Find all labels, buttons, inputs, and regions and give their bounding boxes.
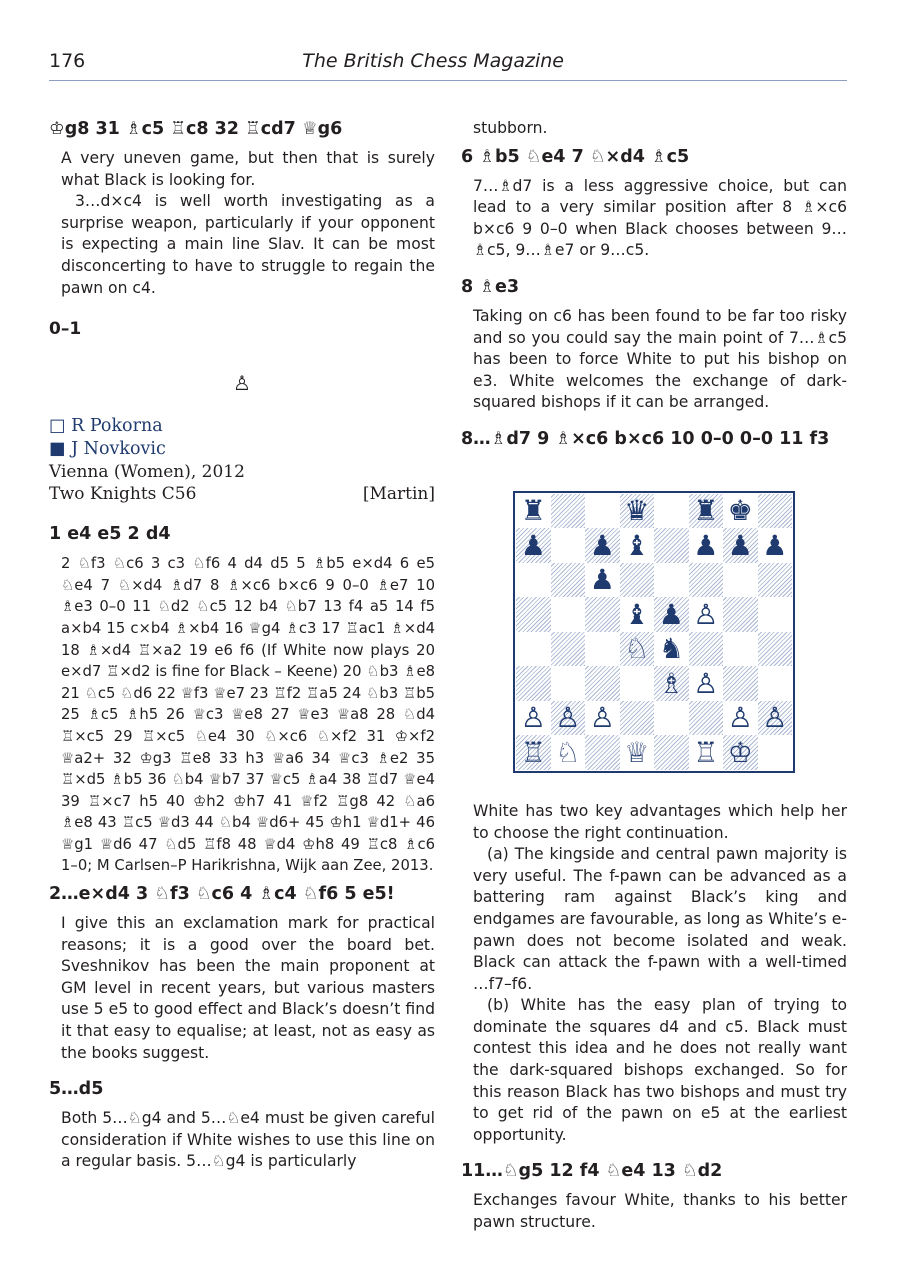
- right-column: [461, 118, 847, 1234]
- square-e2: [654, 701, 689, 736]
- square-e8: [654, 494, 689, 529]
- square-g7: ♟: [723, 528, 758, 563]
- square-d7: ♝: [620, 528, 655, 563]
- square-d3: [620, 666, 655, 701]
- square-d6: [620, 563, 655, 598]
- square-b5: [551, 597, 586, 632]
- square-e3: ♗: [654, 666, 689, 701]
- square-b2: ♙: [551, 701, 586, 736]
- square-a7: ♟: [516, 528, 551, 563]
- square-a6: [516, 563, 551, 598]
- move-heading: 5…d5: [49, 1079, 104, 1100]
- paragraph: 3…d×c4 is well worth investigating as a surprise weapon, particularly if your opponent is expecting a main line Slav. It can be most disconcerting to have to struggle to regain the pawn on c4.: [61, 192, 435, 297]
- paragraph: (a) The kingside and central pawn majority is very useful. The f-pawn can be advanced as a battering ram against Black’s king and endgames are favourable, as long as White’s e-pawn does not become isolated and weak. Black can attack the f-pawn with a well-timed …f7–f6.: [473, 845, 847, 993]
- square-a3: [516, 666, 551, 701]
- square-b6: [551, 563, 586, 598]
- chess-diagram: [513, 491, 795, 773]
- square-h6: [758, 563, 793, 598]
- square-g1: ♔: [723, 735, 758, 770]
- page-number: 176: [49, 50, 86, 72]
- square-e4: ♞: [654, 632, 689, 667]
- square-d5: ♝: [620, 597, 655, 632]
- square-a4: [516, 632, 551, 667]
- running-title: The British Chess Magazine: [302, 50, 564, 72]
- event-line: Vienna (Women), 2012: [49, 462, 245, 483]
- game-result: 0–1: [49, 319, 82, 340]
- move-heading: ♔g8 31 ♗c5 ♖c8 32 ♖cd7 ♕g6: [49, 119, 343, 139]
- square-d4: ♘: [620, 632, 655, 667]
- square-f2: [689, 701, 724, 736]
- square-a8: ♜: [516, 494, 551, 529]
- opening-name: Two Knights C56: [49, 484, 197, 505]
- square-e1: [654, 735, 689, 770]
- square-c2: ♙: [585, 701, 620, 736]
- square-h2: ♙: [758, 701, 793, 736]
- move-heading: 6 ♗b5 ♘e4 7 ♘×d4 ♗c5: [461, 146, 690, 167]
- square-d8: ♛: [620, 494, 655, 529]
- square-c3: [585, 666, 620, 701]
- square-b3: [551, 666, 586, 701]
- square-a2: ♙: [516, 701, 551, 736]
- square-h7: ♟: [758, 528, 793, 563]
- paragraph: White has two key advantages which help her to choose the right continuation.: [473, 801, 847, 842]
- square-b1: ♘: [551, 735, 586, 770]
- square-g4: [723, 632, 758, 667]
- move-heading: 2…e×d4 3 ♘f3 ♘c6 4 ♗c4 ♘f6 5 e5!: [49, 884, 395, 905]
- chess-board: [516, 494, 792, 770]
- paragraph: A very uneven game, but then that is surely what Black is looking for.: [61, 149, 435, 189]
- square-f3: ♙: [689, 666, 724, 701]
- square-g6: [723, 563, 758, 598]
- square-f8: ♜: [689, 494, 724, 529]
- paragraph: Exchanges favour White, thanks to his better pawn structure.: [473, 1191, 847, 1232]
- square-f7: ♟: [689, 528, 724, 563]
- square-h5: [758, 597, 793, 632]
- square-g2: ♙: [723, 701, 758, 736]
- paragraph: Taking on c6 has been found to be far too risky and so you could say the main point of 7…♗c5 has been to force White to put his bishop on e3. White welcomes the exchange of dark-squared bishops if it can be arranged.: [473, 306, 847, 412]
- paragraph: (b) White has the easy plan of trying to dominate the squares d4 and c5. Black must contest this idea and he does not really want the dark-squared bishops exchanged. So for this reason Black has two bishops and must try to get rid of the pawn on e5 at the earliest opportunity.: [473, 996, 847, 1144]
- square-f5: ♙: [689, 597, 724, 632]
- paragraph: Both 5…♘g4 and 5…♘e4 must be given careful consideration if White wishes to use this line on a regular basis. 5…♘g4 is particularly: [61, 1109, 435, 1171]
- annotator: [Martin]: [362, 484, 435, 505]
- square-g3: [723, 666, 758, 701]
- square-c1: [585, 735, 620, 770]
- black-player: ■ J Novkovic: [49, 439, 166, 460]
- reference-game: 2 ♘f3 ♘c6 3 c3 ♘f6 4 d4 d5 5 ♗b5 e×d4 6 e5 ♘e4 7 ♘×d4 ♗d7 8 ♗×c6 b×c6 9 0–0 ♗e7 10 ♗e3 0–0 11 ♘d2 ♘c5 12 b4 ♘b7 13 f4 a5 14 f5 a×b4 15 c×b4 ♗×b4 16 ♕g4 ♗c3 17 ♖ac1 ♗×d4 18 ♗×d4 ♖×a2 19 e6 f6 (If White now plays 20 e×d7 ♖×d2 is fine for Black – Keene) 20 ♘b3 ♗e8 21 ♘c5 ♘d6 22 ♕f3 ♕e7 23 ♖f2 ♖a5 24 ♘b3 ♖b5 25 ♗c5 ♗h5 26 ♕c3 ♕e8 27 ♕e3 ♕a8 28 ♘d4 ♖×c5 29 ♖×c5 ♘e4 30 ♘×c6 ♘×f2 31 ♔×f2 ♕a2+ 32 ♔g3 ♖e8 33 h3 ♕a6 34 ♕c3 ♗e2 35 ♖×d5 ♗b5 36 ♘b4 ♕b7 37 ♕c5 ♗a4 38 ♖d7 ♕e4 39 ♖×c7 h5 40 ♔h2 ♔h7 41 ♕f2 ♖g8 42 ♘a6 ♗e8 43 ♖c5 ♕d3 44 ♘b4 ♕d6+ 45 ♔h1 ♕d1+ 46 ♕g1 ♕d6 47 ♘d5 ♖f8 48 ♕d4 ♔h8 49 ♖c8 ♗c6 1–0; M Carlsen–P Harikrishna, Wijk aan Zee, 2013.: [61, 555, 435, 875]
- left-column: [49, 118, 435, 1173]
- paragraph: stubborn.: [473, 119, 548, 137]
- square-e5: ♟: [654, 597, 689, 632]
- move-heading: 8…♗d7 9 ♗×c6 b×c6 10 0–0 0–0 11 f3: [461, 428, 830, 449]
- page-header: [49, 44, 847, 81]
- square-e6: [654, 563, 689, 598]
- square-e7: [654, 528, 689, 563]
- square-h1: [758, 735, 793, 770]
- square-b4: [551, 632, 586, 667]
- square-a5: [516, 597, 551, 632]
- move-heading: 1 e4 e5 2 d4: [49, 524, 171, 545]
- paragraph: 7…♗d7 is a less aggressive choice, but can lead to a very similar position after 8 ♗×c6 b×c6 9 0–0 when Black chooses between 9…♗c5, 9…♗e7 or 9…c5.: [473, 176, 847, 260]
- opening-line: [49, 483, 435, 505]
- square-d2: [620, 701, 655, 736]
- move-heading: 11…♘g5 12 f4 ♘e4 13 ♘d2: [461, 1161, 723, 1182]
- square-h8: [758, 494, 793, 529]
- square-b8: [551, 494, 586, 529]
- square-h3: [758, 666, 793, 701]
- square-d1: ♕: [620, 735, 655, 770]
- square-c8: [585, 494, 620, 529]
- square-b7: [551, 528, 586, 563]
- square-g5: [723, 597, 758, 632]
- paragraph: I give this an exclamation mark for practical reasons; it is a good over the board bet. Sveshnikov has been the main proponent at GM level in recent years, but various masters use 5 e5 to good effect and Black’s doesn’t find it that easy to equalise; at least, not as easy as the books suggest.: [61, 914, 435, 1062]
- square-c6: ♟: [585, 563, 620, 598]
- move-heading: 8 ♗e3: [461, 276, 520, 297]
- square-f1: ♖: [689, 735, 724, 770]
- square-c7: ♟: [585, 528, 620, 563]
- square-g8: ♚: [723, 494, 758, 529]
- square-c5: [585, 597, 620, 632]
- pawn-icon: ♙: [233, 371, 251, 396]
- square-f6: [689, 563, 724, 598]
- square-c4: [585, 632, 620, 667]
- square-h4: [758, 632, 793, 667]
- square-a1: ♖: [516, 735, 551, 770]
- white-player: □ R Pokorna: [49, 416, 163, 437]
- square-f4: [689, 632, 724, 667]
